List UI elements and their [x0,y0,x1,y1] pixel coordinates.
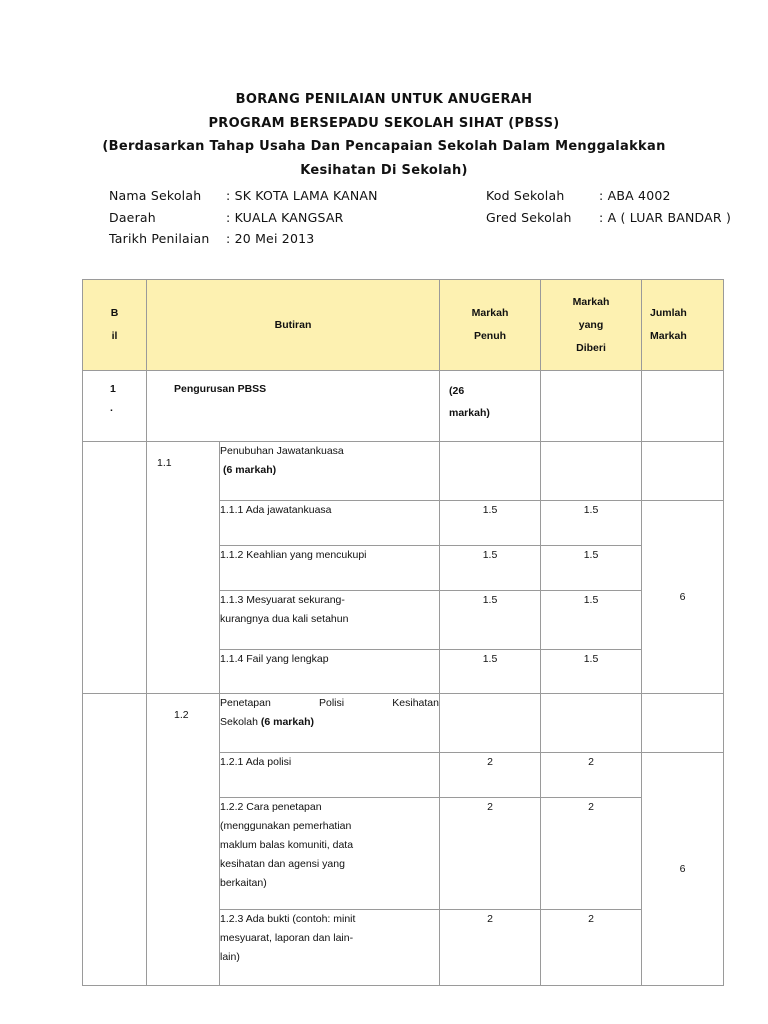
item-1-2-1-penuh: 2 [440,753,541,798]
item-1-2-2-penuh: 2 [440,798,541,910]
item-1-1-3: 1.1.3 Mesyuarat sekurang- kurangnya dua kali setahun [220,591,440,650]
table-header-row [83,280,724,371]
item-1-1-4-diberi: 1.5 [541,650,642,694]
kod-sekolah-value: : ABA 4002 [599,188,671,203]
item-1-2-2-diberi: 2 [541,798,642,910]
nama-sekolah-label: Nama Sekolah [109,188,202,203]
item-1-2-2: 1.2.2 Cara penetapan (menggunakan pemerhatian maklum balas komuniti, data kesihatan dan agensi yang berkaitan) [220,798,440,910]
item-1-2-1: 1.2.1 Ada polisi [220,753,440,798]
sub-1-2-number: 1.2 [147,694,220,986]
header-jumlah-markah: Jumlah Markah [642,280,724,371]
item-1-1-4-penuh: 1.5 [440,650,541,694]
title-line-2: PROGRAM BERSEPADU SEKOLAH SIHAT (PBSS) [208,115,560,131]
assessment-table [82,279,724,986]
item-1-1-1: 1.1.1 Ada jawatankuasa [220,501,440,546]
header-bil: B il [83,280,147,371]
sub-1-1-title: Penubuhan Jawatankuasa (6 markah) [220,442,440,501]
gred-sekolah-label: Gred Sekolah [486,209,572,225]
section-1-number: 1 . [83,371,147,442]
item-1-1-1-penuh: 1.5 [440,501,541,546]
header-markah-penuh: Markah Penuh [440,280,541,371]
kod-sekolah-label: Kod Sekolah [486,188,565,203]
title-line-3: (Berdasarkan Tahap Usaha Dan Pencapaian Sekolah Dalam Menggalakkan [102,139,666,154]
title-line-1: BORANG PENILAIAN UNTUK ANUGERAH [235,92,533,107]
sub-1-2-title: Penetapan Polisi Kesihatan Sekolah (6 markah) [220,694,440,753]
section-1-markah-penuh: (26 markah) [440,371,541,442]
table-row [83,694,724,753]
gred-sekolah-value: : A ( LUAR BANDAR ) [599,209,732,225]
item-1-1-3-penuh: 1.5 [440,591,541,650]
table-row [83,442,724,501]
sub-1-1-jumlah: 6 [642,501,724,694]
school-info-right [486,185,731,228]
item-1-1-1-diberi: 1.5 [541,501,642,546]
daerah-value: : KUALA KANGSAR [226,209,344,225]
form-title [0,88,768,182]
item-1-2-3-penuh: 2 [440,910,541,986]
header-butiran: Butiran [147,280,440,371]
item-1-1-3-diberi: 1.5 [541,591,642,650]
item-1-2-3-diberi: 2 [541,910,642,986]
item-1-1-2: 1.1.2 Keahlian yang mencukupi [220,546,440,591]
section-1-title: Pengurusan PBSS [147,371,440,442]
item-1-1-4: 1.1.4 Fail yang lengkap [220,650,440,694]
title-line-4: Kesihatan Di Sekolah) [300,162,468,178]
daerah-label: Daerah [109,209,156,225]
sub-1-2-jumlah: 6 [642,753,724,986]
sub-1-1-number: 1.1 [147,442,220,694]
item-1-2-3: 1.2.3 Ada bukti (contoh: minit mesyuarat, laporan dan lain- lain) [220,910,440,986]
item-1-2-1-diberi: 2 [541,753,642,798]
header-markah-diberi: Markah yang Diberi [541,280,642,371]
nama-sekolah-value: : SK KOTA LAMA KANAN [226,188,378,203]
item-1-1-2-penuh: 1.5 [440,546,541,591]
item-1-1-2-diberi: 1.5 [541,546,642,591]
tarikh-value: : 20 Mei 2013 [226,231,315,246]
tarikh-label: Tarikh Penilaian [109,231,210,246]
table-row [83,371,724,442]
school-info-left [109,185,378,250]
